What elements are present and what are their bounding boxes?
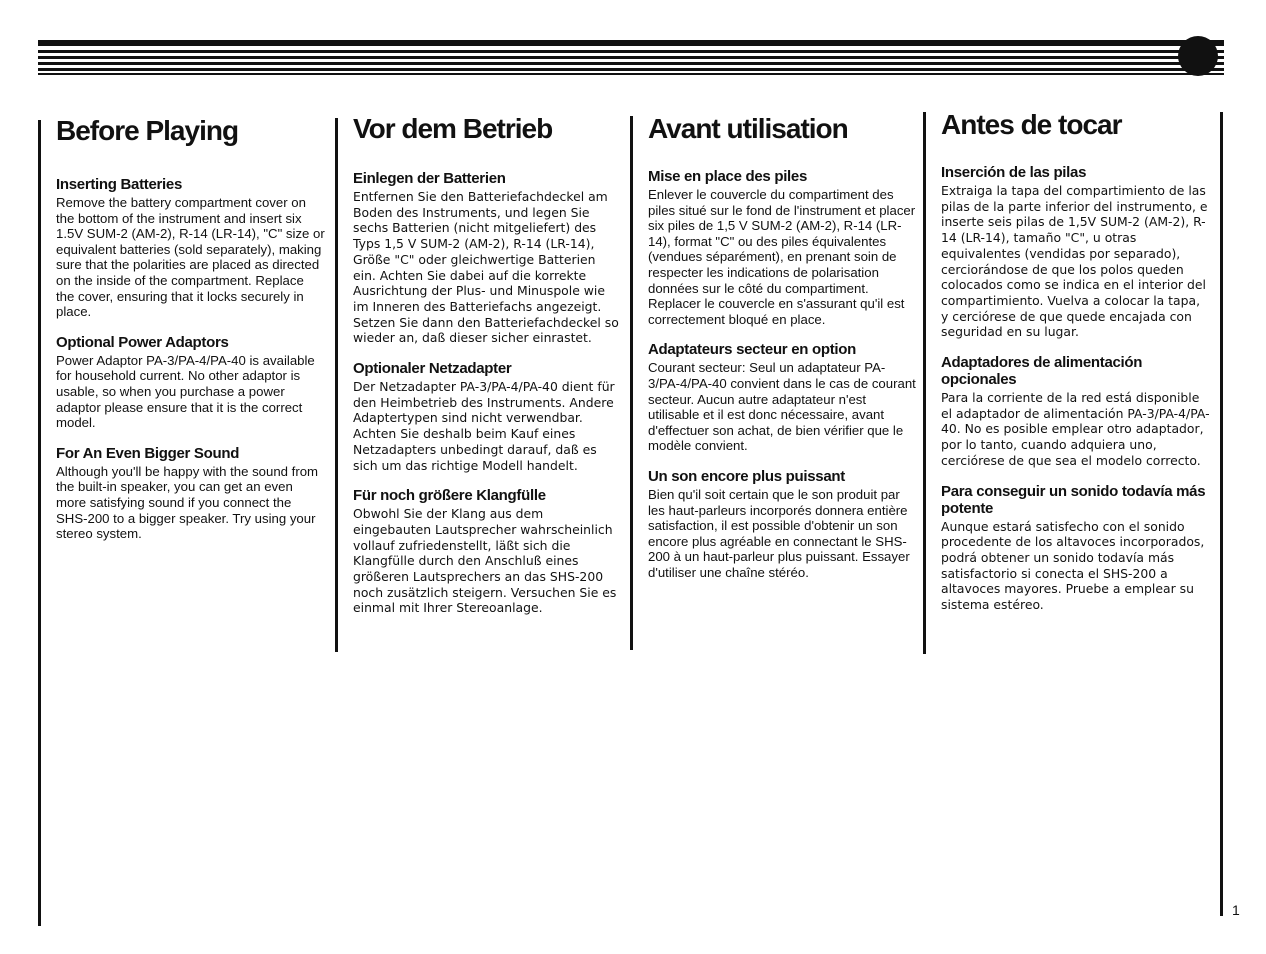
section-bigger-sound <box>56 445 325 542</box>
section-heading: Inserción de las pilas <box>941 164 1087 181</box>
section-body: Although you'll be happy with the sound from the built-in speaker, you can get an even more satisfying sound if you connect the SHS-200 to a bigger speaker. Try using your stereo system. <box>56 463 319 542</box>
section-body: Entfernen Sie den Batteriefachdeckel am Boden des Instruments, und legen Sie sechs Batterien (nicht mitgeliefert) des Typs 1,5 V SUM-2 (AM-2), R-14 (LR-14), Größe "C" oder gleichwertige Batterien ein. Achten Sie dabei auf die korrekte Ausrichtung der Plus- und Minuspole wie im Inneren des Batteriefachs angezeigt. Setzen Sie dann den Batteriefachdeckel so wieder an, daß dieser sicher einrastet. <box>353 189 619 346</box>
section-netzadapter <box>353 360 622 473</box>
section-adaptadores <box>941 354 1210 469</box>
section-body: Bien qu'il soit certain que le son produit par les haut-parleurs incorporés donnera entière satisfaction, il est possible d'obtenir un son encore plus agréable en connectant le SHS-200 à un haut-parleur plus puissant. Essayer d'utiliser une chaîne stéréo. <box>648 486 910 580</box>
section-adaptateurs <box>648 341 917 454</box>
header-rule <box>38 56 1224 59</box>
section-heading: For An Even Bigger Sound <box>56 444 240 462</box>
header-rule-band <box>38 40 1224 76</box>
column-french <box>632 112 917 580</box>
header-rule <box>38 40 1224 46</box>
section-body: Courant secteur: Seul un adaptateur PA-3/PA-4/PA-40 convient dans le cas de courant secteur. Aucun autre adaptateur n'est utilisable et il est donc nécessaire, avant d'effectuer son achat, de bien vérifier que le modèle convient. <box>648 360 916 454</box>
section-son-puissant <box>648 468 917 581</box>
section-heading: Optional Power Adaptors <box>56 333 229 351</box>
column-english <box>40 112 325 542</box>
section-body: Obwohl Sie der Klang aus dem eingebauten Lautsprecher wahrscheinlich vollauf zufriedenstellt, läßt sich die Klangfülle durch den Anschluß eines größeren Lautsprechers an das SHS-200 noch zusätzlich steigern. Versuchen Sie es einmal mit Ihrer Stereoanlage. <box>353 506 617 616</box>
section-heading: Inserting Batteries <box>56 176 183 193</box>
header-rule <box>38 73 1224 75</box>
page-number: 1 <box>1232 902 1240 918</box>
section-mise-en-place <box>648 168 917 327</box>
section-heading: Mise en place des piles <box>648 168 808 185</box>
section-einlegen-batterien <box>353 170 622 346</box>
section-insercion-pilas <box>941 164 1210 340</box>
section-body: Remove the battery compartment cover on the bottom of the instrument and insert six 1.5V SUM-2 (AM-2), R-14 (LR-14), "C" size or equivalent batteries (sold separately), making sure that the polarities are placed as directed on the inside of the compartment. Replace the cover, ensuring that it locks securely in place. <box>56 195 325 320</box>
section-heading: Einlegen der Batterien <box>353 170 506 187</box>
section-heading: Para conseguir un sonido todavía más potente <box>941 482 1206 517</box>
column-title: Vor dem Betrieb <box>353 113 553 144</box>
section-body: Extraiga la tapa del compartimiento de las pilas de la parte inferior del instrumento, e inserte seis pilas de 1,5V SUM-2 (AM-2), R-14 (LR-14), tamaño "C", u otras equivalentes (vendidas por separado), cerciorándose de que los polos queden colocados como se indica en el interior del compartimiento. Vuelva a colocar la tapa, y cerciórese de que quede encajada con seguridad en su lugar. <box>941 183 1208 340</box>
header-rule <box>38 62 1224 65</box>
section-body: Power Adaptor PA-3/PA-4/PA-40 is available for household current. No other adaptor is usable, so when you purchase a power adaptor please ensure that it is the correct model. <box>56 352 315 431</box>
section-body: Aunque estará satisfecho con el sonido procedente de los altavoces incorporados, podrá obtener un sonido todavía más satisfactorio si conecta el SHS-200 a altavoces mayores. Pruebe a emplear su sistema estéreo. <box>941 518 1205 613</box>
column-rule <box>1220 112 1223 916</box>
column-title: Antes de tocar <box>941 109 1122 140</box>
section-heading: Un son encore plus puissant <box>648 467 845 485</box>
header-rule <box>38 68 1224 71</box>
section-heading: Adaptadores de alimentación opcionales <box>941 354 1143 389</box>
section-body: Para la corriente de la red está disponible el adaptador de alimentación PA-3/PA-4/PA-40. No es posible emplear otro adaptador, por lo tanto, cuando adquiera uno, cerciórese de que sea el modelo correcto. <box>941 390 1210 468</box>
section-heading: Adaptateurs secteur en option <box>648 341 857 359</box>
section-inserting-batteries <box>56 176 325 320</box>
column-title: Avant utilisation <box>648 113 848 144</box>
column-german <box>337 112 622 616</box>
section-heading: Für noch größere Klangfülle <box>353 487 546 505</box>
header-rule <box>38 50 1224 53</box>
section-sonido-potente <box>941 483 1210 613</box>
column-spanish <box>925 109 1210 613</box>
section-heading: Optionaler Netzadapter <box>353 360 512 378</box>
section-body: Enlever le couvercle du compartiment des piles situé sur le fond de l'instrument et placer six piles de 1,5 V SUM-2 (AM-2), R-14 (LR-14), format "C" ou des piles équivalentes (vendues séparément), en prenant soin de respecter les indications de polarisation données sur le côté du compartiment. Replacer le couvercle en s'assurant qu'il est correctement bloqué en place. <box>648 187 916 327</box>
section-body: Der Netzadapter PA-3/PA-4/PA-40 dient für den Heimbetrieb des Instruments. Andere Adaptertypen sind nicht verwendbar. Achten Sie deshalb beim Kauf eines Netzadapters unbedingt darauf, daß es sich um das richtige Modell handelt. <box>353 379 615 473</box>
column-title: Before Playing <box>56 115 239 146</box>
section-klangfuelle <box>353 487 622 616</box>
section-optional-power-adaptors <box>56 334 325 431</box>
section-marker-dot-icon <box>1178 36 1218 76</box>
